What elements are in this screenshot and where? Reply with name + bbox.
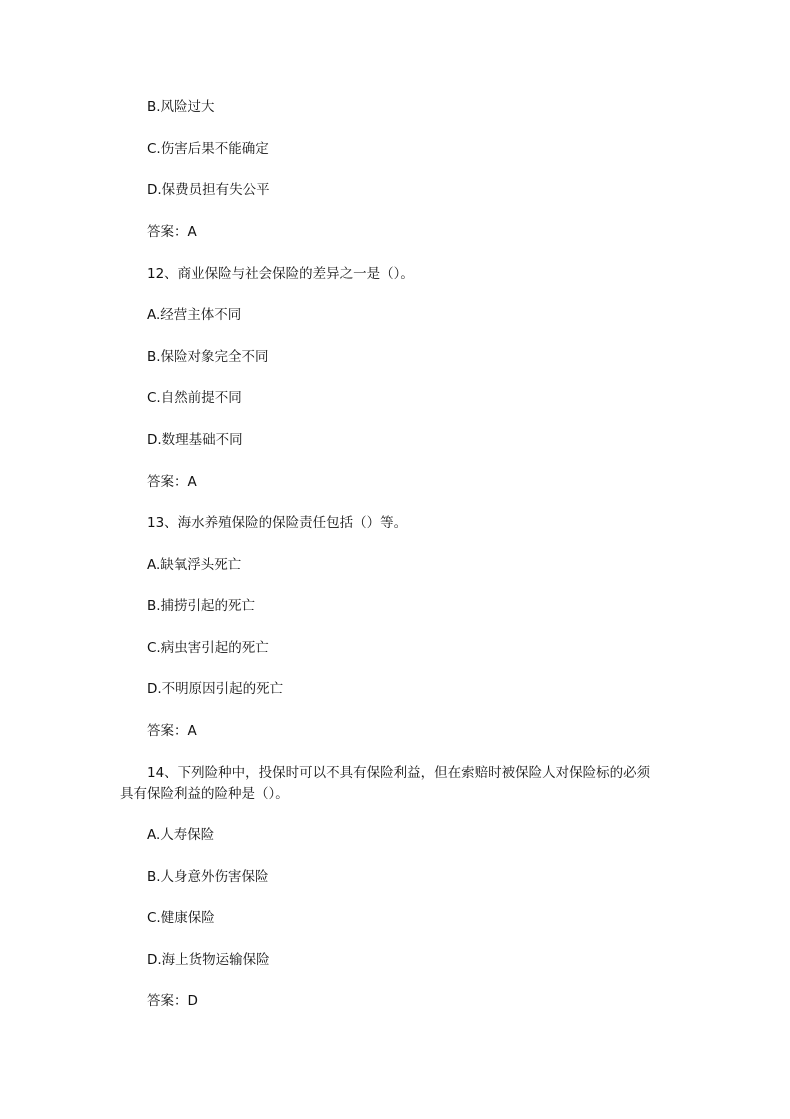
option-a-text: A.经营主体不同	[147, 307, 242, 323]
question-12: 12、商业保险与社会保险的差异之一是（）。	[147, 266, 414, 282]
option-d-text: D.数理基础不同	[147, 432, 243, 448]
question-13: 13、海水养殖保险的保险责任包括（）等。	[147, 515, 408, 531]
option-c-text: C.病虫害引起的死亡	[147, 640, 269, 656]
option-c-text: C.自然前提不同	[147, 390, 242, 406]
answer-text: 答案：A	[147, 474, 197, 490]
option-a-text: A.缺氧浮头死亡	[147, 557, 242, 573]
option-d-text: D.保费员担有失公平	[147, 182, 270, 198]
answer-text: 答案：A	[147, 224, 197, 240]
answer-text: 答案：D	[147, 993, 198, 1009]
option-b-text: B.保险对象完全不同	[147, 349, 269, 365]
option-b-text: B.捕捞引起的死亡	[147, 598, 256, 614]
option-c-text: C.健康保险	[147, 910, 215, 926]
option-b-text: B.风险过大	[147, 99, 215, 115]
option-a-text: A.人寿保险	[147, 827, 215, 843]
option-c-text: C.伤害后果不能确定	[147, 141, 269, 157]
option-d-text: D.海上货物运输保险	[147, 952, 270, 968]
option-d-text: D.不明原因引起的死亡	[147, 681, 284, 697]
question-14-continued: 具有保险利益的险种是（）。	[120, 786, 289, 802]
question-14: 14、下列险种中，投保时可以不具有保险利益，但在索赔时被保险人对保险标的必须	[147, 765, 651, 781]
answer-text: 答案：A	[147, 723, 197, 739]
option-b-text: B.人身意外伤害保险	[147, 869, 269, 885]
